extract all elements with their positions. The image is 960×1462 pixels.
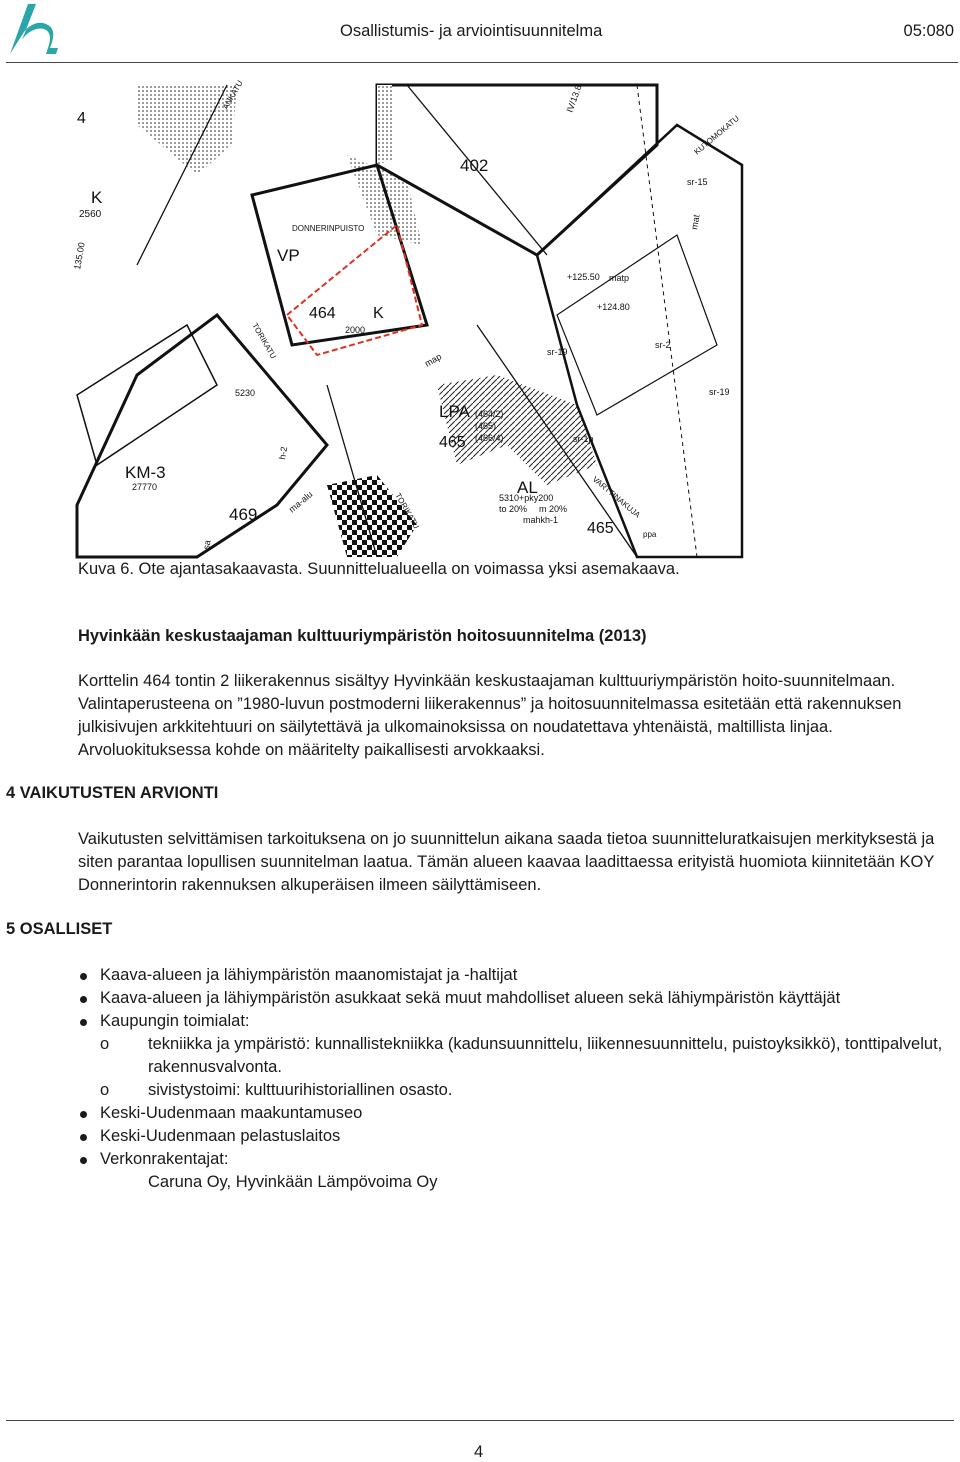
bullet-icon [80,1111,87,1118]
map-label: K [373,305,384,322]
section-heading-osalliset: 5 OSALLISET [6,920,113,938]
osalliset-list [78,964,956,1194]
map-label: 465 [439,434,466,451]
map-label: sa [201,539,213,551]
bullet-icon [80,1157,87,1164]
zoning-plan-map [72,78,742,557]
bullet-icon [80,1019,87,1026]
map-label: map [423,351,444,369]
bullet-icon [80,1134,87,1141]
page-number: 4 [474,1443,484,1461]
map-label: IV/13.8 [564,83,584,114]
map-label: +124.80 [597,302,630,312]
map-label: 2560 [79,209,102,220]
map-label: K [91,188,103,207]
map-label: KUTOMOKATU [692,113,741,157]
map-label: +125.50 [567,272,600,282]
list-item: Kaava-alueen ja lähiympäristön maanomistajat ja -haltijat [78,964,956,987]
map-label: LPA [439,402,470,421]
bullet-icon [80,996,87,1003]
map-label: mahkh-1 [523,515,559,525]
map-label: sr-19 [709,387,730,397]
map-label: sr-2 [655,340,671,350]
map-label: 402 [460,156,489,175]
section-heading-vaikutusten-arviointi: 4 VAIKUTUSTEN ARVIONTI [6,784,219,802]
map-label: ma-alu [286,489,315,515]
map-label: sr-1p [573,434,594,444]
sub-list-item: o tekniikka ja ympäristö: kunnallistekniikka (kadunsuunnittelu, liikennesuunnittelu, puistoyksikkö), tonttipalvelut, rakennusvalvonta. [100,1035,943,1076]
circle-bullet-icon: o [100,1035,110,1053]
map-label: 135.00 [72,241,87,271]
map-label: to 20% [499,504,528,514]
list-item: Kaava-alueen ja lähiympäristön asukkaat sekä muut mahdolliset alueen sekä lähiympäristön käyttäjät [78,987,956,1010]
map-label: TORIKATU [250,321,278,361]
figure-caption: Kuva 6. Ote ajantasakaavasta. Suunnittelualueella on voimassa yksi asemakaava. [78,560,680,578]
map-label: matp [609,273,630,283]
map-label: VP [277,246,300,265]
document-code: 05:080 [903,22,954,40]
document-title: Osallistumis- ja arviointisuunnitelma [340,22,603,40]
hyvinkaa-logo-icon [6,2,64,56]
map-label: h-2 [277,445,290,461]
map-label: 4 [77,110,86,127]
list-item: Verkonrakentajat: [78,1148,956,1171]
circle-bullet-icon: o [100,1081,110,1099]
map-label: ANKATU [220,78,245,111]
sub-list-item: o sivistystoimi: kulttuurihistoriallinen osasto. [78,1079,956,1102]
map-label: sr-19 [547,347,568,357]
header-divider [6,62,958,63]
map-label: 465 [587,520,614,537]
map-label: TORIKATU [393,491,421,531]
map-label: 27770 [132,482,158,492]
list-item: Kaupungin toimialat: [78,1010,956,1033]
list-item: Keski-Uudenmaan maakuntamuseo [78,1102,956,1125]
map-label: 464 [309,305,336,322]
map-label: KM-3 [125,463,166,482]
map-label: mat [689,213,702,231]
page-header [0,0,960,64]
map-label: m 20% [539,504,568,514]
subsection-heading: Hyvinkään keskustaajaman kulttuuriympäristön hoitosuunnitelma (2013) [78,627,647,645]
map-label: (465) [475,421,497,431]
footer-divider [6,1420,954,1421]
bullet-icon [80,973,87,980]
map-label: 5230 [235,388,256,398]
map-label: 5310+pky200 [499,493,554,503]
map-label: 2000 [345,325,366,335]
map-label: sr-15 [687,177,708,187]
map-label: VARTTINAKUJA [590,474,642,520]
map-label: DONNERINPUISTO [292,224,365,233]
paragraph-hoitosuunnitelma: Korttelin 464 tontin 2 liikerakennus sisältyy Hyvinkään keskustaajaman kulttuuriympäristön hoito-suunnitelmaan. Valintaperusteena on ”1980-luvun postmoderni liikerakennus” ja hoitosuunnitelmassa esitetään että rakennuksen julkisivujen arkkitehtuuri on säilytettävä ja ulkomainoksissa on noudatettava yhtenäistä, maltillista linjaa. Arvoluokituksessa kohde on määritelty paikallisesti arvokkaaksi. [78,672,902,759]
paragraph-vaikutusten-arviointi: Vaikutusten selvittämisen tarkoituksena on jo suunnittelun aikana saada tietoa suunnitteluratkaisujen merkityksestä ja siten parantaa lopullisen suunnitelman laatua. Tämän alueen kaavaa laadittaessa erityistä huomiota kiinnitetään KOY Donnerintorin rakennuksen alkuperäisen ilmeen säilyttämiseen. [78,830,935,894]
list-item-detail: Caruna Oy, Hyvinkään Lämpövoima Oy [148,1173,438,1191]
map-label: (466/4) [475,433,504,443]
map-label: ppa [643,530,657,539]
map-label: (464/2) [475,409,504,419]
map-label: 469 [229,505,258,524]
list-item: Keski-Uudenmaan pelastuslaitos [78,1125,956,1148]
map-label: AL [517,478,538,497]
